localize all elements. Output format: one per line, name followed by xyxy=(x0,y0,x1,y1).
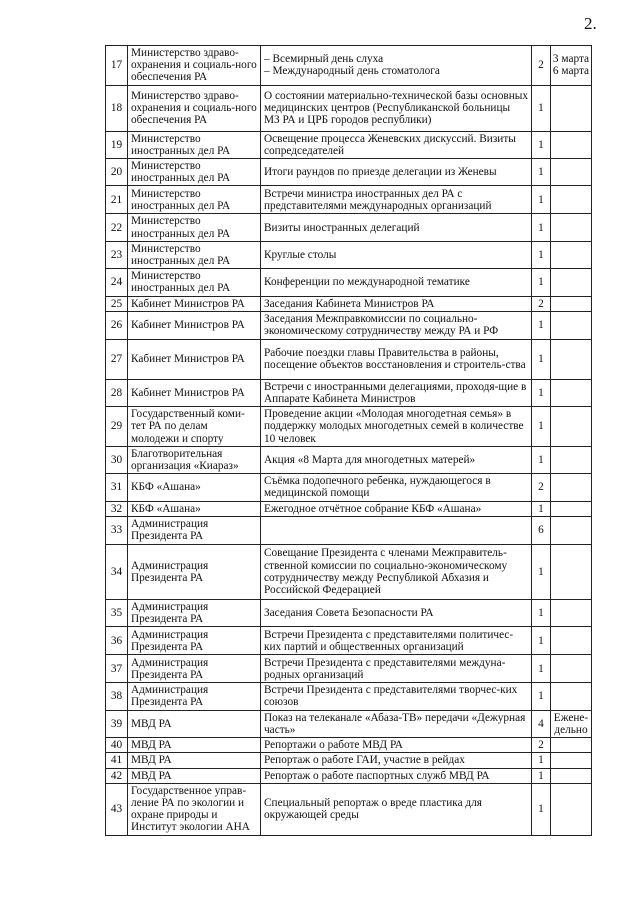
organization-cell: КБФ «Ашана» xyxy=(128,474,261,501)
table-row xyxy=(106,131,592,158)
date-cell xyxy=(551,683,592,710)
topic-cell: Совещание Президента с членами Межправитель-ственной комиссии по социально-экономическому сотрудничеству между Республикой Абхазия и Российской Федерацией xyxy=(261,544,532,599)
topic-cell: Репортаж о работе паспортных служб МВД РА xyxy=(261,768,532,783)
quantity-cell: 2 xyxy=(532,474,551,501)
table-row xyxy=(106,738,592,753)
quantity-cell: 1 xyxy=(532,379,551,406)
topic-cell: Визиты иностранных делегаций xyxy=(261,214,532,241)
row-number-cell: 42 xyxy=(106,768,128,783)
row-number-cell: 28 xyxy=(106,379,128,406)
table-row xyxy=(106,474,592,501)
organization-cell: Министерство иностранных дел РА xyxy=(128,269,261,296)
table-row xyxy=(106,501,592,516)
topic-cell: Акция «8 Марта для многодетных матерей» xyxy=(261,446,532,473)
quantity-cell: 1 xyxy=(532,446,551,473)
organization-cell: Министерство здраво-охранения и социаль-ного обеспечения РА xyxy=(128,46,261,86)
table-row xyxy=(106,710,592,737)
quantity-cell: 1 xyxy=(532,501,551,516)
row-number-cell: 27 xyxy=(106,339,128,379)
quantity-cell: 1 xyxy=(532,753,551,768)
row-number-cell: 32 xyxy=(106,501,128,516)
table-row xyxy=(106,544,592,599)
date-cell xyxy=(551,655,592,683)
row-number-cell: 43 xyxy=(106,783,128,835)
row-number-cell: 29 xyxy=(106,407,128,447)
date-cell xyxy=(551,186,592,214)
row-number-cell: 33 xyxy=(106,516,128,544)
table-row xyxy=(106,186,592,214)
organization-cell: Государственный коми-тет РА по делам молодежи и спорту xyxy=(128,407,261,447)
topic-cell: Освещение процесса Женевских дискуссий. Визиты сопредседателей xyxy=(261,131,532,158)
organization-cell: Администрация Президента РА xyxy=(128,627,261,655)
table-row xyxy=(106,407,592,447)
organization-cell: Министерство иностранных дел РА xyxy=(128,159,261,186)
topic-cell: Съёмка подопечного ребенка, нуждающегося в медицинской помощи xyxy=(261,474,532,501)
quantity-cell: 1 xyxy=(532,599,551,626)
date-cell xyxy=(551,627,592,655)
quantity-cell: 1 xyxy=(532,655,551,683)
row-number-cell: 19 xyxy=(106,131,128,158)
quantity-cell: 2 xyxy=(532,738,551,753)
organization-cell: Министерство здраво-охранения и социаль-ного обеспечения РА xyxy=(128,85,261,131)
quantity-cell: 1 xyxy=(532,311,551,339)
date-cell xyxy=(551,738,592,753)
quantity-cell: 2 xyxy=(532,46,551,86)
quantity-cell: 1 xyxy=(532,131,551,158)
table-row xyxy=(106,311,592,339)
date-cell: 3 марта 6 марта xyxy=(551,46,592,86)
organization-cell: МВД РА xyxy=(128,738,261,753)
topic-cell: Репортаж о работе ГАИ, участие в рейдах xyxy=(261,753,532,768)
row-number-cell: 21 xyxy=(106,186,128,214)
row-number-cell: 41 xyxy=(106,753,128,768)
topic-cell: Заседания Кабинета Министров РА xyxy=(261,296,532,311)
date-cell: Еженe-дельно xyxy=(551,710,592,737)
row-number-cell: 39 xyxy=(106,710,128,737)
page-number: 2. xyxy=(584,14,597,33)
organization-cell: Кабинет Министров РА xyxy=(128,339,261,379)
quantity-cell: 1 xyxy=(532,339,551,379)
date-cell xyxy=(551,768,592,783)
topic-cell: Специальный репортаж о вреде пластика для окружающей среды xyxy=(261,783,532,835)
topic-cell: Круглые столы xyxy=(261,241,532,268)
quantity-cell: 1 xyxy=(532,269,551,296)
organization-cell: Кабинет Министров РА xyxy=(128,296,261,311)
quantity-cell: 1 xyxy=(532,407,551,447)
row-number-cell: 26 xyxy=(106,311,128,339)
row-number-cell: 34 xyxy=(106,544,128,599)
topic-cell: Проведение акции «Молодая многодетная семья» в поддержку молодых многодетных семей в количестве 10 человек xyxy=(261,407,532,447)
organization-cell: Министерство иностранных дел РА xyxy=(128,214,261,241)
table-row xyxy=(106,627,592,655)
date-cell xyxy=(551,311,592,339)
topic-cell: Конференции по международной тематике xyxy=(261,269,532,296)
row-number-cell: 31 xyxy=(106,474,128,501)
date-cell xyxy=(551,131,592,158)
quantity-cell: 1 xyxy=(532,186,551,214)
table-row xyxy=(106,379,592,406)
organization-cell: КБФ «Ашана» xyxy=(128,501,261,516)
row-number-cell: 37 xyxy=(106,655,128,683)
date-cell xyxy=(551,339,592,379)
row-number-cell: 40 xyxy=(106,738,128,753)
quantity-cell: 1 xyxy=(532,768,551,783)
topic-cell xyxy=(261,516,532,544)
organization-cell: Администрация Президента РА xyxy=(128,516,261,544)
date-cell xyxy=(551,85,592,131)
topic-cell: Заседания Совета Безопасности РА xyxy=(261,599,532,626)
date-cell xyxy=(551,753,592,768)
row-number-cell: 20 xyxy=(106,159,128,186)
organization-cell: Администрация Президента РА xyxy=(128,655,261,683)
table-row xyxy=(106,599,592,626)
topic-cell: Репортажи о работе МВД РА xyxy=(261,738,532,753)
quantity-cell: 1 xyxy=(532,544,551,599)
row-number-cell: 17 xyxy=(106,46,128,86)
topic-cell: – Всемирный день слуха – Международный день стоматолога xyxy=(261,46,532,86)
date-cell xyxy=(551,474,592,501)
topic-cell: Ежегодное отчётное собрание КБФ «Ашана» xyxy=(261,501,532,516)
organization-cell: МВД РА xyxy=(128,768,261,783)
table-row xyxy=(106,85,592,131)
organization-cell: Министерство иностранных дел РА xyxy=(128,131,261,158)
date-cell xyxy=(551,269,592,296)
table-row xyxy=(106,214,592,241)
quantity-cell: 1 xyxy=(532,683,551,710)
date-cell xyxy=(551,599,592,626)
table-row xyxy=(106,516,592,544)
quantity-cell: 1 xyxy=(532,85,551,131)
quantity-cell: 1 xyxy=(532,159,551,186)
date-cell xyxy=(551,214,592,241)
organization-cell: Министерство иностранных дел РА xyxy=(128,241,261,268)
quantity-cell: 4 xyxy=(532,710,551,737)
row-number-cell: 35 xyxy=(106,599,128,626)
date-cell xyxy=(551,296,592,311)
organization-cell: Администрация Президента РА xyxy=(128,683,261,710)
topic-cell: Заседания Межправкомиссии по социально-экономическому сотрудничеству между РА и РФ xyxy=(261,311,532,339)
topic-cell: Итоги раундов по приезде делегации из Женевы xyxy=(261,159,532,186)
row-number-cell: 25 xyxy=(106,296,128,311)
date-cell xyxy=(551,241,592,268)
topic-cell: Встречи Президента с представителями творчес-ких союзов xyxy=(261,683,532,710)
organization-cell: Кабинет Министров РА xyxy=(128,311,261,339)
events-table xyxy=(105,45,592,836)
table-row xyxy=(106,783,592,835)
topic-cell: Встречи Президента с представителями междуна-родных организаций xyxy=(261,655,532,683)
date-cell xyxy=(551,516,592,544)
quantity-cell: 1 xyxy=(532,783,551,835)
table-row xyxy=(106,241,592,268)
organization-cell: Кабинет Министров РА xyxy=(128,379,261,406)
organization-cell: Администрация Президента РА xyxy=(128,544,261,599)
table-row xyxy=(106,296,592,311)
date-cell xyxy=(551,379,592,406)
quantity-cell: 6 xyxy=(532,516,551,544)
events-table-body xyxy=(106,46,592,836)
date-cell xyxy=(551,407,592,447)
organization-cell: МВД РА xyxy=(128,753,261,768)
organization-cell: Государственное управ-ление РА по экологии и охране природы и Институт экологии АНА xyxy=(128,783,261,835)
organization-cell: Благотворительная организация «Киараз» xyxy=(128,446,261,473)
organization-cell: Администрация Президента РА xyxy=(128,599,261,626)
quantity-cell: 1 xyxy=(532,214,551,241)
date-cell xyxy=(551,501,592,516)
organization-cell: Министерство иностранных дел РА xyxy=(128,186,261,214)
row-number-cell: 36 xyxy=(106,627,128,655)
date-cell xyxy=(551,783,592,835)
topic-cell: Рабочие поездки главы Правительства в районы, посещение объектов восстановления и строитель-ства xyxy=(261,339,532,379)
table-row xyxy=(106,159,592,186)
table-row xyxy=(106,269,592,296)
topic-cell: Показ на телеканале «Абаза-ТВ» передачи «Дежурная часть» xyxy=(261,710,532,737)
date-cell xyxy=(551,446,592,473)
row-number-cell: 38 xyxy=(106,683,128,710)
topic-cell: Встречи Президента с представителями политичес-ких партий и общественных организаций xyxy=(261,627,532,655)
topic-cell: О состоянии материально-технической базы основных медицинских центров (Республиканской больницы МЗ РА и ЦРБ городов республики) xyxy=(261,85,532,131)
table-row xyxy=(106,446,592,473)
table-row xyxy=(106,768,592,783)
row-number-cell: 30 xyxy=(106,446,128,473)
row-number-cell: 22 xyxy=(106,214,128,241)
date-cell xyxy=(551,159,592,186)
quantity-cell: 2 xyxy=(532,296,551,311)
table-row xyxy=(106,753,592,768)
table-row xyxy=(106,683,592,710)
table-row xyxy=(106,46,592,86)
topic-cell: Встречи с иностранными делегациями, проходя-щие в Аппарате Кабинета Министров xyxy=(261,379,532,406)
quantity-cell: 1 xyxy=(532,627,551,655)
row-number-cell: 18 xyxy=(106,85,128,131)
table-row xyxy=(106,655,592,683)
table-row xyxy=(106,339,592,379)
topic-cell: Встречи министра иностранных дел РА с представителями международных организаций xyxy=(261,186,532,214)
row-number-cell: 23 xyxy=(106,241,128,268)
row-number-cell: 24 xyxy=(106,269,128,296)
date-cell xyxy=(551,544,592,599)
organization-cell: МВД РА xyxy=(128,710,261,737)
quantity-cell: 1 xyxy=(532,241,551,268)
